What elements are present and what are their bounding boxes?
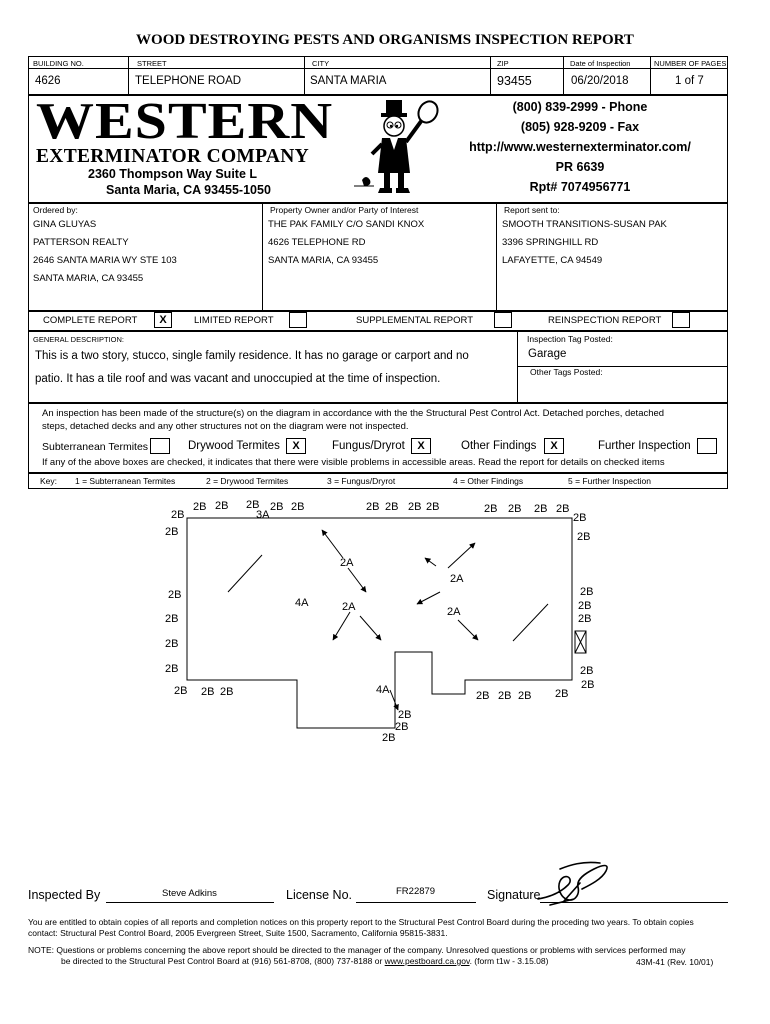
diagram-label: 2B: [385, 501, 399, 513]
diagram-label: 2B: [508, 503, 522, 515]
company-address-line1: 2360 Thompson Way Suite L: [88, 167, 258, 181]
diagram-label: 2B: [366, 501, 380, 513]
diagram-label: 2B: [426, 501, 440, 513]
fungus-dryrot-checkbox[interactable]: X: [411, 438, 431, 454]
rights-notice-line1: You are entitled to obtain copies of all reports and completion notices on this property report to the Structural Pest Control Board during the proceding two years. To obtain copies: [28, 917, 694, 927]
fungus-dryrot-label: Fungus/Dryrot: [332, 440, 405, 452]
drywood-termites-label: Drywood Termites: [188, 440, 280, 452]
key-item: 2 = Drywood Termites: [206, 476, 289, 486]
diagram-label: 2B: [556, 503, 570, 515]
report-sent-line: SMOOTH TRANSITIONS-SUSAN PAK: [502, 219, 667, 230]
note-line2-text: be directed to the Structural Pest Control Board at (916) 561-8708, (800) 737-8188 or: [61, 956, 385, 966]
other-findings-checkbox[interactable]: X: [544, 438, 564, 454]
diagram-label: 4A: [295, 597, 309, 609]
diagram-arrow: [322, 530, 343, 558]
other-tags-label: Other Tags Posted:: [530, 367, 603, 377]
city-label: CITY: [312, 59, 330, 68]
diagram-label: 2A: [340, 557, 354, 569]
subterranean-termites-checkbox[interactable]: [150, 438, 170, 454]
date-value: 06/20/2018: [571, 75, 629, 87]
reinspection-report-label: REINSPECTION REPORT: [548, 315, 662, 326]
diagram-arrow: [333, 612, 350, 640]
key-item: 5 = Further Inspection: [568, 476, 651, 486]
diagram-label: 2B: [291, 501, 305, 513]
diagram-label: 2B: [165, 526, 179, 538]
date-label: Date of Inspection: [570, 59, 631, 68]
diagram-label: 2B: [215, 500, 229, 512]
company-address-line2: Santa Maria, CA 93455-1050: [106, 183, 271, 197]
diagram-label: 2A: [450, 573, 464, 585]
ordered-by-line: 2646 SANTA MARIA WY STE 103: [33, 255, 177, 266]
key-label: Key:: [40, 476, 58, 486]
company-fax: (805) 928-9209 - Fax: [520, 120, 640, 134]
company-website-link[interactable]: http://www.westernexterminator.com/: [469, 140, 691, 154]
inspector-name: Steve Adkins: [162, 888, 217, 899]
diagram-mark: [513, 604, 548, 641]
city-value: SANTA MARIA: [310, 75, 387, 87]
diagram-label: 2B: [580, 665, 594, 677]
diagram-label: 2B: [270, 501, 284, 513]
page-title: WOOD DESTROYING PESTS AND ORGANISMS INSPECTION REPORT: [136, 32, 634, 48]
inspection-tag-label: Inspection Tag Posted:: [527, 334, 613, 344]
mascot-image: [350, 98, 448, 198]
diagram-label: 2B: [201, 686, 215, 698]
diagram-label: 2B: [398, 709, 412, 721]
report-sent-label: Report sent to:: [504, 205, 560, 215]
structure-diagram: [0, 490, 770, 750]
ordered-by-line: GINA GLUYAS: [33, 219, 97, 230]
supplemental-report-checkbox[interactable]: [494, 312, 512, 328]
supplemental-report-label: SUPPLEMENTAL REPORT: [356, 315, 474, 326]
diagram-label: 2B: [498, 690, 512, 702]
diagram-label: 2B: [165, 638, 179, 650]
diagram-label: 2B: [580, 586, 594, 598]
diagram-label: 2B: [220, 686, 234, 698]
building-no-value: 4626: [35, 75, 61, 87]
diagram-arrow: [425, 558, 436, 566]
diagram-label: 2B: [174, 685, 188, 697]
diagram-label: 2B: [518, 690, 532, 702]
complete-report-checkbox[interactable]: X: [154, 312, 172, 328]
zip-label: ZIP: [497, 59, 509, 68]
diagram-label: 3A: [256, 509, 270, 521]
diagram-label: 2B: [246, 499, 260, 511]
diagram-label: 2A: [342, 601, 356, 613]
report-sent-line: LAFAYETTE, CA 94549: [502, 255, 603, 266]
diagram-mark: [228, 555, 262, 592]
owner-line: THE PAK FAMILY C/O SANDI KNOX: [268, 219, 425, 230]
form-number: 43M-41 (Rev. 10/01): [636, 957, 714, 967]
ordered-by-line: PATTERSON REALTY: [33, 237, 129, 248]
company-logo-subtitle: EXTERMINATOR COMPANY: [36, 146, 310, 167]
general-description-line2: patio. It has a tile roof and was vacant and unoccupied at the time of inspection.: [35, 373, 441, 385]
ordered-by-label: Ordered by:: [33, 205, 78, 215]
pestboard-link[interactable]: www.pestboard.ca.gov: [384, 956, 470, 966]
rights-notice-line2: contact: Structural Pest Control Board, 2005 Evergreen Street, Suite 1500, Sacramento, California 95815-3831.: [28, 928, 448, 938]
zip-value: 93455: [497, 74, 532, 88]
drywood-termites-checkbox[interactable]: X: [286, 438, 306, 454]
pages-value: 1 of 7: [675, 75, 704, 87]
diagram-label: 2B: [578, 600, 592, 612]
diagram-label: 2B: [168, 589, 182, 601]
diagram-arrow: [417, 592, 440, 604]
street-label: STREET: [137, 59, 167, 68]
further-inspection-label: Further Inspection: [598, 440, 691, 452]
complete-report-label: COMPLETE REPORT: [43, 315, 138, 326]
limited-report-checkbox[interactable]: [289, 312, 307, 328]
note-line1: NOTE: Questions or problems concerning the above report should be directed to the manager of the company. Unresolved questions or problems with services performed may: [28, 945, 686, 955]
diagram-label: 2B: [395, 721, 409, 733]
diagram-arrow: [458, 620, 478, 640]
diagram-label: 2B: [476, 690, 490, 702]
general-description-line1: This is a two story, stucco, single family residence. It has no garage or carport and no: [35, 350, 469, 362]
key-item: 1 = Subterranean Termites: [75, 476, 176, 486]
statement-line2: steps, detached decks and any other structures not on the diagram were not inspected.: [42, 421, 409, 432]
company-pr-number: PR 6639: [555, 160, 605, 174]
company-phone: (800) 839-2999 - Phone: [512, 100, 648, 114]
inspection-tag-value: Garage: [528, 348, 567, 360]
owner-label: Property Owner and/or Party of Interest: [270, 205, 419, 215]
floor-plan-outline: [187, 518, 572, 728]
diagram-label: 2B: [171, 509, 185, 521]
diagram-label: 2A: [447, 606, 461, 618]
findings-note: If any of the above boxes are checked, it indicates that there were visible problems in accessible areas. Read the report for details on checked items: [42, 457, 665, 468]
diagram-arrow: [448, 543, 475, 568]
diagram-label: 2B: [555, 688, 569, 700]
general-description-label: GENERAL DESCRIPTION:: [33, 335, 124, 344]
report-number: Rpt# 7074956771: [529, 180, 631, 194]
diagram-arrow: [390, 690, 398, 710]
owner-line: 4626 TELEPHONE RD: [268, 237, 366, 248]
signature-image: [520, 855, 620, 907]
diagram-label: 2B: [165, 663, 179, 675]
inspected-by-label: Inspected By: [28, 888, 101, 902]
diagram-label: 2B: [382, 732, 396, 744]
company-logo-text: WESTERN: [36, 91, 334, 150]
owner-line: SANTA MARIA, CA 93455: [268, 255, 379, 266]
reinspection-report-checkbox[interactable]: [672, 312, 690, 328]
diagram-arrow: [360, 616, 381, 640]
building-no-label: BUILDING NO.: [33, 59, 84, 68]
ordered-by-line: SANTA MARIA, CA 93455: [33, 273, 144, 284]
report-sent-line: 3396 SPRINGHILL RD: [502, 237, 599, 248]
signature-label: Signature: [487, 888, 541, 902]
diagram-label: 2B: [193, 501, 207, 513]
license-label: License No.: [286, 888, 353, 902]
diagram-label: 4A: [376, 684, 390, 696]
diagram-label: 2B: [484, 503, 498, 515]
diagram-arrow: [348, 568, 366, 592]
diagram-label: 2B: [581, 679, 595, 691]
general-description-block: [28, 331, 728, 403]
diagram-label: 2B: [408, 501, 422, 513]
further-inspection-checkbox[interactable]: [697, 438, 717, 454]
license-number: FR22879: [396, 886, 436, 897]
key-item: 4 = Other Findings: [453, 476, 524, 486]
diagram-label: 2B: [577, 531, 591, 543]
diagram-label: 2B: [578, 613, 592, 625]
diagram-label: 2B: [573, 512, 587, 524]
diagram-label: 2B: [534, 503, 548, 515]
pages-label: NUMBER OF PAGES: [654, 59, 727, 68]
key-item: 3 = Fungus/Dryrot: [327, 476, 396, 486]
note-line2: [61, 956, 548, 966]
other-findings-label: Other Findings: [461, 440, 537, 452]
subterranean-termites-label: Subterranean Termites: [42, 441, 149, 453]
limited-report-label: LIMITED REPORT: [194, 315, 274, 326]
note-line2-form: . (form t1w - 3.15.08): [469, 956, 549, 966]
diagram-label: 2B: [165, 613, 179, 625]
street-value: TELEPHONE ROAD: [135, 75, 242, 87]
statement-line1: An inspection has been made of the structure(s) on the diagram in accordance with the the Structural Pest Control Act. Detached porches, detached: [42, 408, 665, 419]
